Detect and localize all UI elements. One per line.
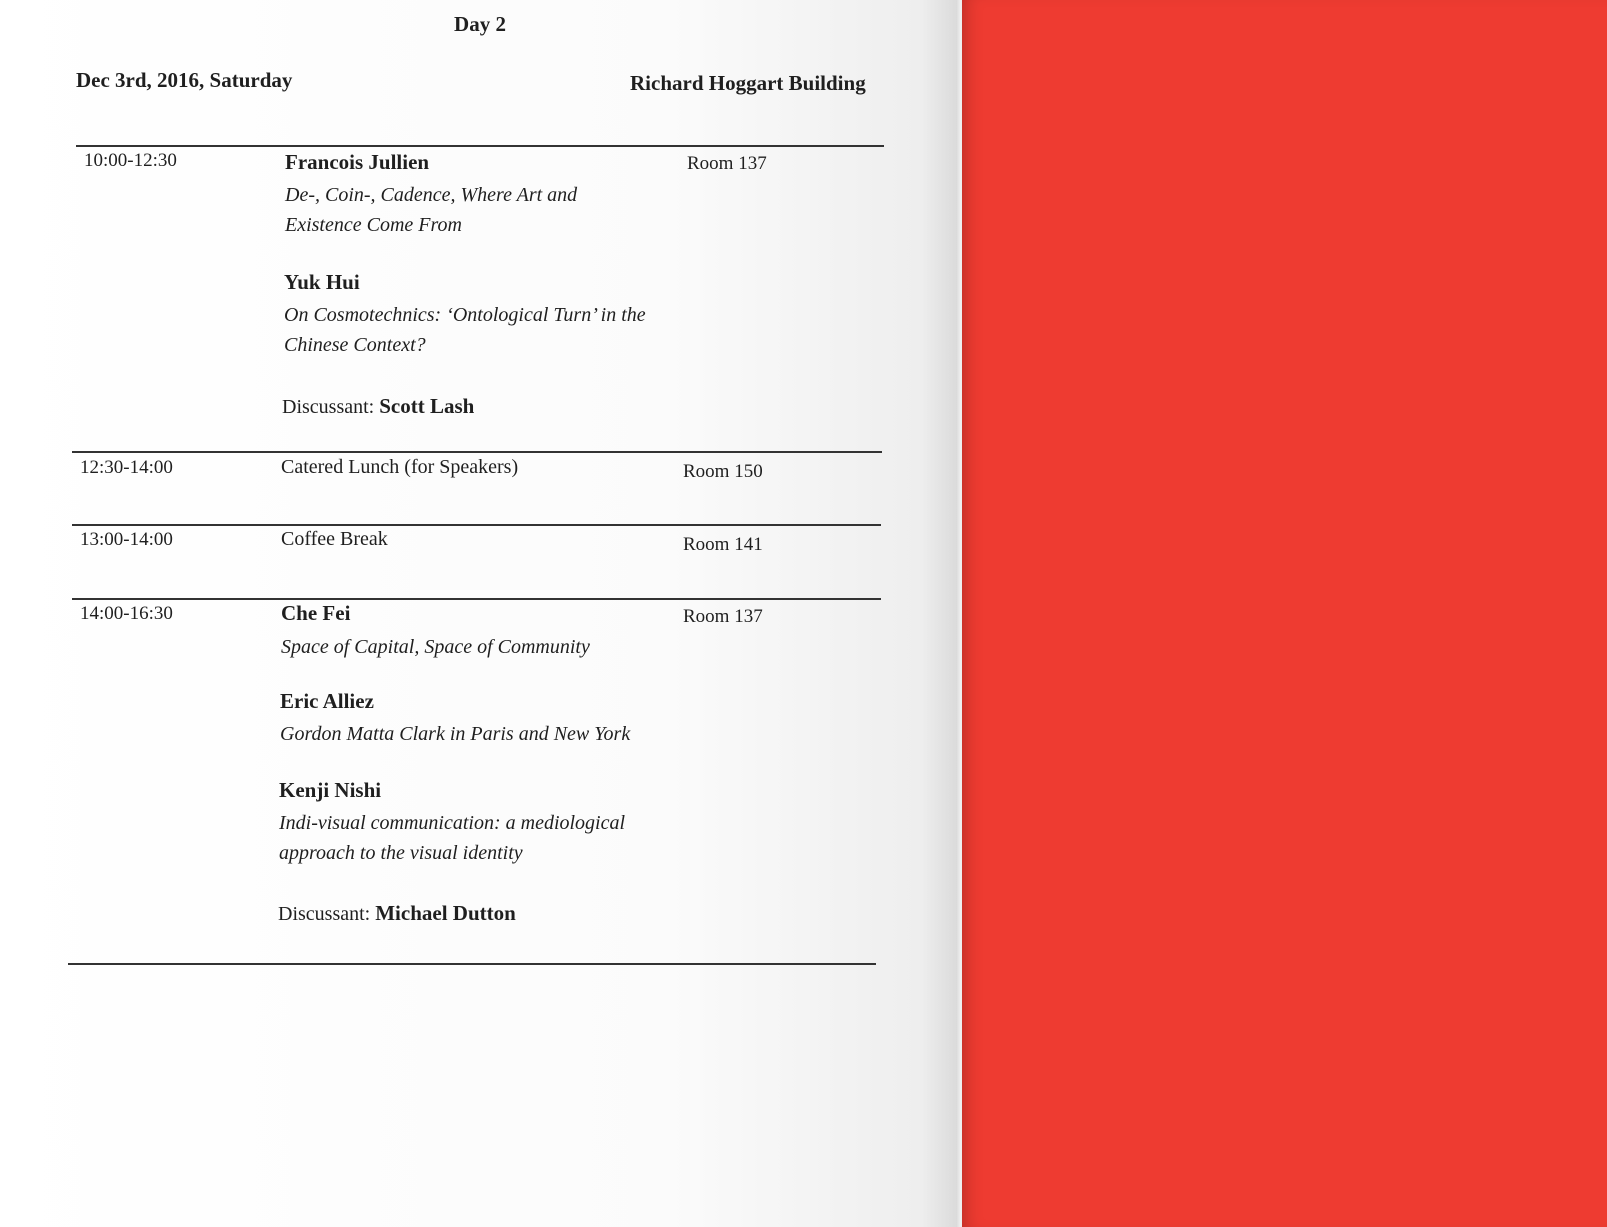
discussant-label: Discussant:: [282, 396, 375, 418]
session-1-discussant: [282, 394, 474, 419]
session-4-speaker-2-title: Gordon Matta Clark in Paris and New York: [280, 723, 631, 745]
session-1-speaker-2-name: Yuk Hui: [284, 270, 360, 294]
session-3-item: Coffee Break: [281, 528, 388, 550]
session-4-speaker-3-title: Indi-visual communication: a mediological approach to the visual identity: [279, 812, 626, 864]
discussant-name: Michael Dutton: [375, 901, 516, 925]
divider-2: [72, 451, 882, 453]
session-2-time: 12:30-14:00: [80, 457, 173, 478]
session-3-time: 13:00-14:00: [80, 529, 173, 550]
session-1-speaker-1-name: Francois Jullien: [285, 150, 430, 174]
divider-4: [72, 598, 881, 600]
session-1-speaker-2-title: On Cosmotechnics: ‘Ontological Turn’ in the Chinese Context?: [284, 304, 646, 356]
session-2-room: Room 150: [683, 461, 763, 482]
divider-top: [76, 145, 884, 147]
session-1-room: Room 137: [687, 153, 767, 174]
session-4-speaker-1-name: Che Fei: [281, 601, 351, 625]
session-4-time: 14:00-16:30: [80, 603, 173, 624]
session-3-room: Room 141: [683, 534, 763, 555]
session-4-discussant: [278, 901, 516, 926]
session-4-speaker-1-title: Space of Capital, Space of Community: [281, 636, 590, 658]
venue-name: Richard Hoggart Building: [630, 71, 866, 95]
divider-bottom: [68, 963, 876, 965]
discussant-name: Scott Lash: [379, 394, 475, 418]
day-title: Day 2: [454, 12, 506, 36]
session-4-speaker-2-name: Eric Alliez: [280, 689, 374, 713]
discussant-label: Discussant:: [278, 903, 371, 925]
red-cover-page: [962, 0, 1607, 1227]
session-4-room: Room 137: [683, 606, 763, 627]
divider-3: [72, 524, 881, 526]
session-2-item: Catered Lunch (for Speakers): [281, 456, 519, 478]
session-4-speaker-3-name: Kenji Nishi: [279, 778, 382, 802]
session-1-speaker-1-title: De-, Coin-, Cadence, Where Art and Existence Come From: [285, 184, 578, 236]
schedule-date: Dec 3rd, 2016, Saturday: [76, 68, 293, 92]
session-1-time: 10:00-12:30: [84, 150, 177, 171]
